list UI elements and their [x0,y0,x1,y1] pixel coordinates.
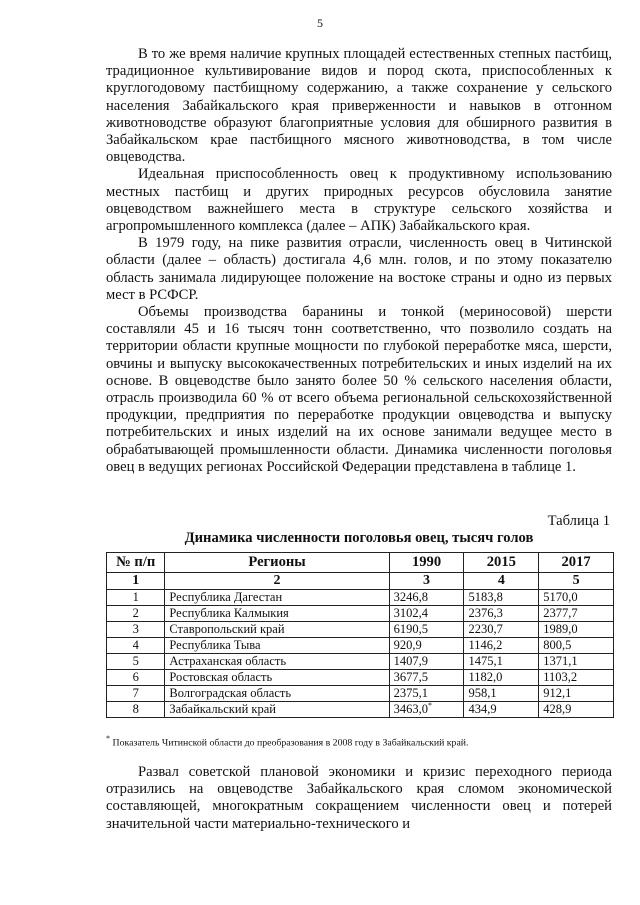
header-2015: 2015 [464,553,539,573]
paragraph-4: Объемы производства баранины и тонкой (мериносовой) шерсти составляли 45 и 16 тысяч тонн соответственно, что позволило создать на территории области крупные мощности по глубокой переработке мяса, шерсти, овчины и выпуску высококачественных потребительских и иных изделий на их основе. В овцеводстве было занято более 50 % сельского населения области, отрасль производила 60 % от всего объема региональной сельскохозяйственной продукции, предприятия по переработке продукции овцеводства и выпуску потребительских и иных изделий на их основе занимали ведущее место в обрабатывающей промышленности области. Динамика численности поголовья овец в ведущих регионах Российской Федерации представлена в таблице 1. [106,304,612,475]
footnote-text: Показатель Читинской области до преобразования в 2008 году в Забайкальский край. [112,737,469,749]
region-name: Республика Дагестан [165,590,389,606]
body-text [106,46,612,476]
region-name: Астраханская область [165,654,389,670]
table-label: Таблица 1 [547,513,610,529]
footnote-mark: * [106,734,111,743]
header-number: № п/п [107,553,165,573]
column-number: 4 [464,573,539,590]
header-2017: 2017 [539,553,614,573]
closing-text [106,764,612,833]
footnote [106,734,612,748]
row-number: 1 [107,590,165,606]
paragraph-2: Идеальная приспособленность овец к продуктивному использованию местных пастбищ и других природных ресурсов обусловила занятие овцеводством важнейшего места в структуре сельского хозяйства и агропромышленного комплекса (далее – АПК) Забайкальского края. [106,166,612,235]
value-1990-text: 3463,0 [393,702,429,716]
column-number-row [107,573,614,590]
value-1990: 920,9 [389,638,464,654]
value-2015: 5183,8 [464,590,539,606]
footnote-reference: * [428,700,433,710]
value-1990: 3677,5 [389,670,464,686]
value-1990: 1407,9 [389,654,464,670]
column-number: 5 [539,573,614,590]
value-2017: 1989,0 [539,622,614,638]
region-name: Ставропольский край [165,622,389,638]
value-1990: 6190,5 [389,622,464,638]
table-row [107,638,614,654]
table-row [107,654,614,670]
row-number: 4 [107,638,165,654]
value-2017: 428,9 [539,702,614,718]
page-number: 5 [317,16,323,30]
table-row [107,670,614,686]
value-2017: 800,5 [539,638,614,654]
table-header-row [107,553,614,573]
row-number: 5 [107,654,165,670]
value-2017: 912,1 [539,686,614,702]
region-name: Республика Тыва [165,638,389,654]
value-2015: 2230,7 [464,622,539,638]
paragraph-1: В то же время наличие крупных площадей естественных степных пастбищ, традиционное культивирование видов и пород скота, приспособленных к круглогодовому пастбищному содержанию, а также сохранение у сельского населения Забайкальского края приверженности и навыков в отгонном животноводстве образуют благоприятные условия для обширного развития в Забайкальском крае пастбищного мясного животноводства, в том числе овцеводства. [106,46,612,166]
region-name: Волгоградская область [165,686,389,702]
region-name: Ростовская область [165,670,389,686]
value-2015: 1146,2 [464,638,539,654]
paragraph-3: В 1979 году, на пике развития отрасли, численность овец в Читинской области (далее – область) достигала 4,6 млн. голов, и по этому показателю область занимала лидирующее положение на востоке страны и одно из первых мест в РСФСР. [106,235,612,303]
value-2017: 1371,1 [539,654,614,670]
column-number: 2 [165,573,389,590]
table-row [107,622,614,638]
row-number: 3 [107,622,165,638]
value-2015: 1475,1 [464,654,539,670]
value-1990: 2375,1 [389,686,464,702]
value-2015: 2376,3 [464,606,539,622]
value-1990: 3246,8 [389,590,464,606]
region-name: Республика Калмыкия [165,606,389,622]
value-2015: 434,9 [464,702,539,718]
value-1990: 3102,4 [389,606,464,622]
value-2017: 2377,7 [539,606,614,622]
sheep-population-table [106,552,614,718]
table-row [107,686,614,702]
value-2015: 958,1 [464,686,539,702]
value-2017: 1103,2 [539,670,614,686]
value-1990 [389,702,464,718]
column-number: 3 [389,573,464,590]
row-number: 2 [107,606,165,622]
table-title: Динамика численности поголовья овец, тысяч голов [184,530,534,546]
value-2015: 1182,0 [464,670,539,686]
row-number: 8 [107,702,165,718]
table-row [107,606,614,622]
row-number: 7 [107,686,165,702]
closing-paragraph: Развал советской плановой экономики и кризис переходного периода отразились на овцеводстве Забайкальского края сломом экономической составляющей, многократным сокращением численности овец и потерей значительной части материально-технического и [106,764,612,832]
column-number: 1 [107,573,165,590]
value-2017: 5170,0 [539,590,614,606]
region-name: Забайкальский край [165,702,389,718]
header-region: Регионы [165,553,389,573]
header-1990: 1990 [389,553,464,573]
row-number: 6 [107,670,165,686]
table-row [107,702,614,718]
table-row [107,590,614,606]
